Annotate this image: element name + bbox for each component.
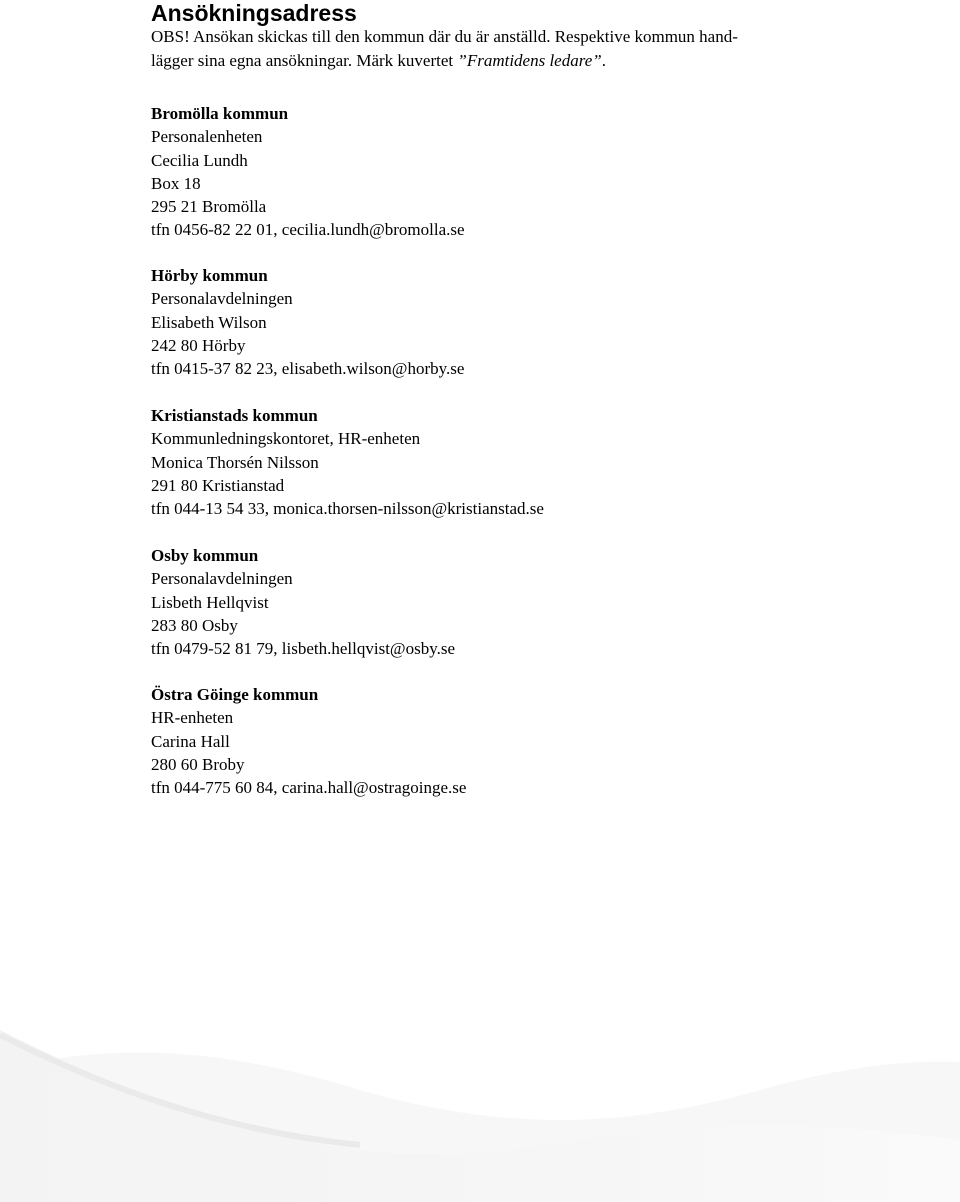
postal-address: 242 80 Hörby	[151, 335, 246, 355]
decorative-wave-background	[0, 980, 960, 1202]
contact-person: Monica Thorsén Nilsson	[151, 452, 319, 472]
department: Personalavdelningen	[151, 569, 293, 589]
address-block-bromolla	[151, 102, 465, 242]
municipality-name: Kristianstads kommun	[151, 406, 318, 425]
postal-address: 283 80 Osby	[151, 615, 238, 635]
intro-line-1: OBS! Ansökan skickas till den kommun där du är anställd. Respektive kommun hand-	[151, 27, 738, 46]
address-block-kristianstad	[151, 404, 544, 520]
phone-email: tfn 0479-52 81 79, lisbeth.hellqvist@osby.se	[151, 639, 456, 659]
postal-address: 295 21 Bromölla	[151, 197, 267, 217]
department: Kommunledningskontoret, HR-enheten	[151, 429, 421, 449]
contact-person: Carina Hall	[151, 731, 230, 751]
postal-address: 280 60 Broby	[151, 754, 245, 774]
department: HR-enheten	[151, 708, 234, 728]
contact-person: Lisbeth Hellqvist	[151, 592, 269, 612]
wave-shape-front	[0, 1030, 960, 1202]
postal-box: Box 18	[151, 173, 201, 193]
address-block-horby	[151, 264, 464, 380]
postal-address: 291 80 Kristianstad	[151, 475, 285, 495]
contact-person: Elisabeth Wilson	[151, 312, 267, 332]
department: Personalenheten	[151, 127, 263, 147]
department: Personalavdelningen	[151, 289, 293, 309]
page-title: Ansökningsadress	[151, 0, 357, 26]
document-page	[151, 0, 851, 798]
municipality-name: Hörby kommun	[151, 266, 268, 285]
municipality-name: Östra Göinge kommun	[151, 685, 319, 704]
intro-line-2-prefix: lägger sina egna ansökningar. Märk kuvertet	[151, 51, 458, 70]
intro-envelope-label: ”Framtidens ledare”	[457, 51, 602, 70]
phone-email: tfn 044-13 54 33, monica.thorsen-nilsson@kristianstad.se	[151, 499, 544, 519]
phone-email: tfn 0456-82 22 01, cecilia.lundh@bromolla.se	[151, 220, 465, 240]
phone-email: tfn 044-775 60 84, carina.hall@ostragoinge.se	[151, 778, 467, 798]
wave-highlight	[0, 1035, 360, 1145]
intro-line-2-suffix: .	[601, 51, 606, 70]
address-block-ostra-goinge	[151, 683, 466, 799]
municipality-name: Bromölla kommun	[151, 104, 289, 123]
intro-paragraph	[151, 25, 831, 73]
municipality-name: Osby kommun	[151, 546, 259, 565]
phone-email: tfn 0415-37 82 23, elisabeth.wilson@horby.se	[151, 359, 465, 379]
address-block-osby	[151, 544, 455, 660]
contact-person: Cecilia Lundh	[151, 150, 248, 170]
wave-shape-back	[0, 1053, 960, 1202]
